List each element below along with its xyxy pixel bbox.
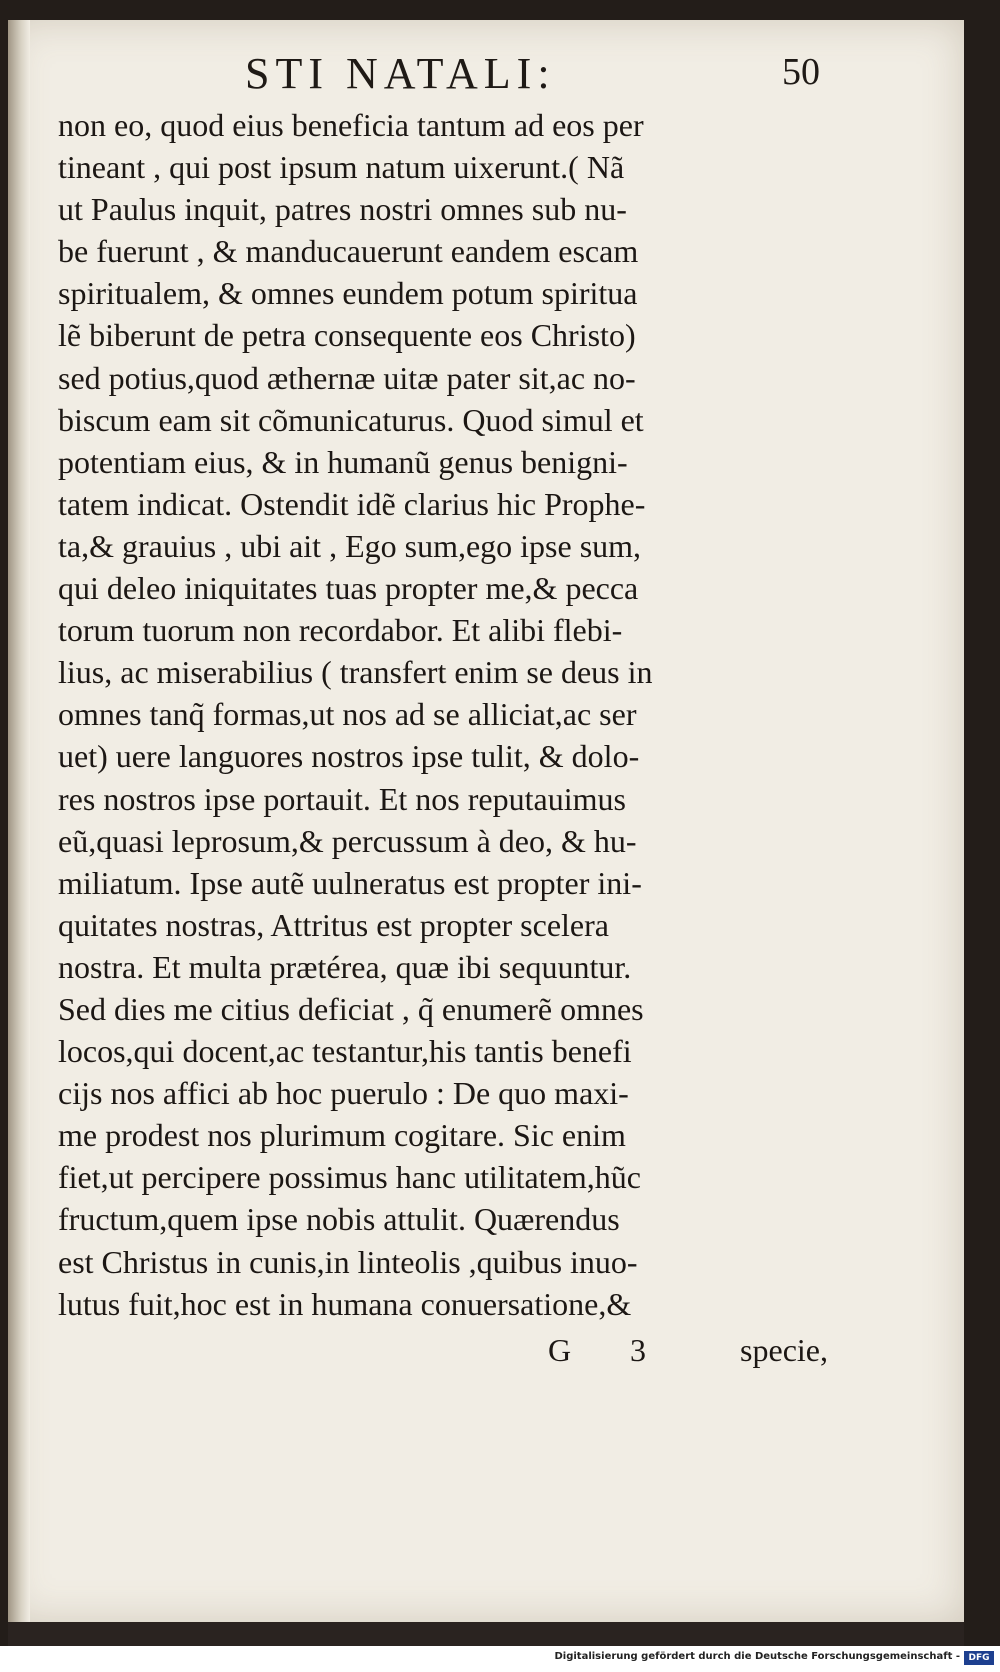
body-text: [58, 104, 828, 1325]
text-line: tatem indicat. Ostendit idẽ clarius hic Prophe-: [58, 485, 646, 522]
catchword-line: [548, 1328, 828, 1372]
catchword: specie,: [740, 1332, 828, 1368]
text-line: lẽ biberunt de petra consequente eos Christo): [58, 317, 636, 354]
page-bottom-edge: [8, 1622, 964, 1646]
text-line: res nostros ipse portauit. Et nos reputauimus: [58, 780, 626, 817]
text-line: torum tuorum non recordabor. Et alibi flebi-: [58, 612, 623, 649]
text-line: quitates nostras, Attritus est propter scelera: [58, 906, 609, 943]
text-line: lius, ac miserabilius ( transfert enim se deus in: [58, 654, 653, 691]
text-line: fructum,quem ipse nobis attulit. Quærendus: [58, 1201, 620, 1238]
text-line: eũ,quasi leprosum,& percussum à deo, & hu-: [58, 822, 637, 859]
digitization-footer: [0, 1646, 1000, 1672]
text-line: fiet,ut percipere possimus hanc utilitatem,hũc: [58, 1159, 641, 1196]
text-line: sed potius,quod æthernæ uitæ pater sit,ac no-: [58, 359, 636, 396]
funding-notice: Digitalisierung gefördert durch die Deutsche Forschungsgemeinschaft -: [554, 1651, 960, 1662]
text-line: qui deleo iniquitates tuas propter me,& pecca: [58, 570, 639, 607]
text-line: be fuerunt , & manducauerunt eandem escam: [58, 233, 639, 270]
text-line: Sed dies me citius deficiat , q̃ enumerẽ omnes: [58, 990, 644, 1027]
text-line: me prodest nos plurimum cogitare. Sic enim: [58, 1117, 626, 1154]
signature-number: 3: [630, 1332, 646, 1368]
dfg-logo: DFG: [964, 1651, 994, 1665]
text-line: ta,& grauius , ubi ait , Ego sum,ego ipse sum,: [58, 527, 642, 564]
text-line: nostra. Et multa prætérea, quæ ibi sequuntur.: [58, 948, 632, 985]
text-line: biscum eam sit cõmunicaturus. Quod simul et: [58, 401, 644, 438]
text-line: uet) uere languores nostros ipse tulit, & dolo-: [58, 738, 640, 775]
text-line: ut Paulus inquit, patres nostri omnes sub nu-: [58, 191, 627, 228]
text-line: potentiam eius, & in humanũ genus benigni-: [58, 443, 628, 480]
text-line: cijs nos affici ab hoc puerulo : De quo maxi-: [58, 1075, 629, 1112]
page-number: 50: [782, 51, 820, 93]
page-gutter: [8, 20, 30, 1622]
text-line: miliatum. Ipse autẽ uulneratus est propter ini-: [58, 864, 642, 901]
text-line: non eo, quod eius beneficia tantum ad eos per: [58, 107, 644, 143]
text-line: locos,qui docent,ac testantur,his tantis benefi: [58, 1033, 632, 1070]
text-line: est Christus in cunis,in linteolis ,quibus inuo-: [58, 1243, 638, 1280]
text-line: tineant , qui post ipsum natum uixerunt.( Nã: [58, 149, 625, 186]
text-line: spiritualem, & omnes eundem potum spiritua: [58, 275, 638, 312]
text-line: lutus fuit,hoc est in humana conuersatione,&: [58, 1285, 632, 1322]
signature-mark: G: [548, 1332, 572, 1368]
text-line: omnes tanq̃ formas,ut nos ad se alliciat,ac ser: [58, 696, 637, 733]
page-header: [230, 48, 820, 98]
running-head: STI NATALI:: [245, 49, 556, 98]
